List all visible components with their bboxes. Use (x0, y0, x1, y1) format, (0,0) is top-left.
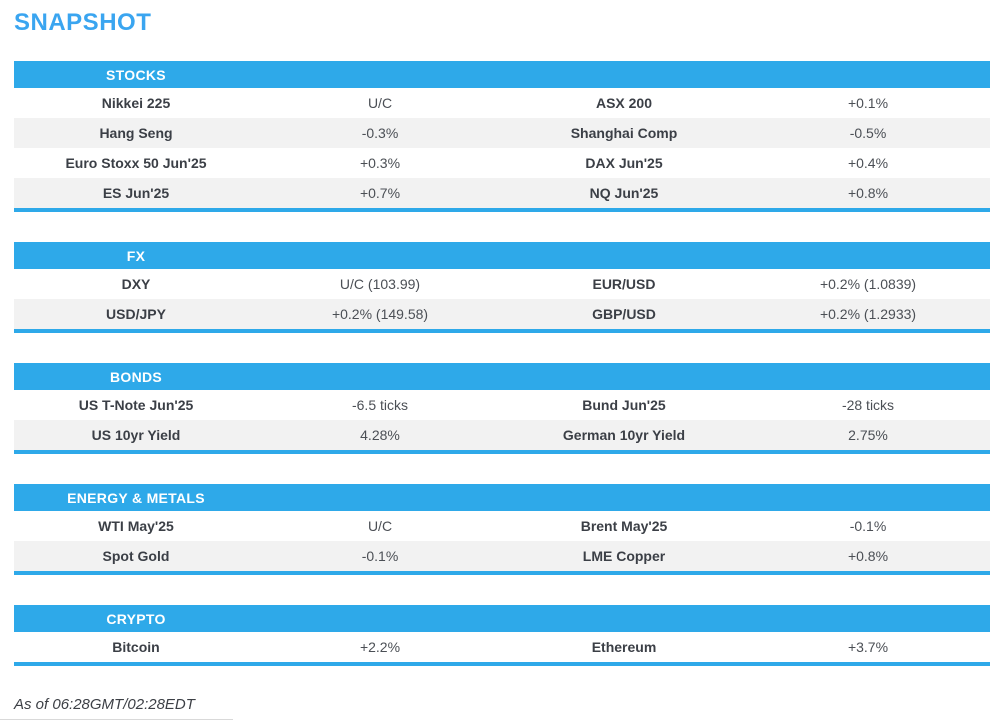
table-row (14, 88, 990, 118)
instrument-value: -0.1% (361, 548, 399, 564)
instrument-value: -0.3% (361, 125, 399, 141)
instrument-value: +0.1% (847, 95, 889, 111)
section-bottom-bar (14, 662, 990, 666)
instrument-name: LME Copper (582, 548, 666, 564)
instrument-name: US T-Note Jun'25 (78, 397, 194, 413)
instrument-name: EUR/USD (592, 276, 656, 292)
instrument-name: US 10yr Yield (91, 427, 181, 443)
instrument-value: +0.8% (847, 185, 889, 201)
instrument-name: Nikkei 225 (101, 95, 171, 111)
instrument-name: Bund Jun'25 (582, 397, 666, 413)
instrument-name: Hang Seng (99, 125, 173, 141)
instrument-value: -0.5% (849, 125, 887, 141)
instrument-value: U/C (367, 95, 393, 111)
table-row (14, 299, 990, 329)
section-crypto (14, 605, 990, 666)
instrument-name: ES Jun'25 (102, 185, 170, 201)
table-row (14, 118, 990, 148)
instrument-name: Brent May'25 (580, 518, 668, 534)
instrument-value: +3.7% (847, 639, 889, 655)
table-row (14, 269, 990, 299)
section-label: BONDS (109, 368, 163, 385)
table-row (14, 420, 990, 450)
instrument-value: +0.4% (847, 155, 889, 171)
instrument-value: U/C (367, 518, 393, 534)
section-stocks (14, 61, 990, 212)
table-row (14, 541, 990, 571)
instrument-value: 2.75% (848, 427, 888, 443)
page-title: SNAPSHOT (14, 9, 152, 36)
instrument-name: NQ Jun'25 (589, 185, 659, 201)
instrument-name: USD/JPY (106, 306, 166, 322)
instrument-value: -0.1% (849, 518, 887, 534)
section-fx (14, 242, 990, 333)
section-label: CRYPTO (106, 610, 166, 627)
table-row (14, 178, 990, 208)
instrument-value: +0.3% (359, 155, 401, 171)
instrument-value: -6.5 ticks (351, 397, 408, 413)
instrument-value: +0.2% (149.58) (331, 306, 429, 322)
instrument-name: Shanghai Comp (570, 125, 678, 141)
instrument-value: +0.8% (847, 548, 889, 564)
section-bonds (14, 363, 990, 454)
section-bottom-bar (14, 571, 990, 575)
section-bottom-bar (14, 208, 990, 212)
instrument-name: WTI May'25 (98, 518, 174, 534)
instrument-name: Ethereum (591, 639, 657, 655)
table-row (14, 390, 990, 420)
instrument-name: Spot Gold (102, 548, 170, 564)
table-row (14, 632, 990, 662)
instrument-value: -28 ticks (841, 397, 895, 413)
timestamp-note: As of 06:28GMT/02:28EDT (14, 696, 195, 713)
instrument-name: German 10yr Yield (562, 427, 686, 443)
instrument-value: +0.2% (1.2933) (819, 306, 917, 322)
instrument-value: 4.28% (360, 427, 400, 443)
instrument-value: +0.2% (1.0839) (819, 276, 917, 292)
instrument-name: GBP/USD (592, 306, 656, 322)
section-label: STOCKS (106, 66, 166, 83)
instrument-name: DAX Jun'25 (585, 155, 663, 171)
section-label: FX (126, 247, 146, 264)
instrument-value: U/C (103.99) (339, 276, 421, 292)
snapshot-table (14, 61, 990, 666)
table-row (14, 511, 990, 541)
instrument-value: +0.7% (359, 185, 401, 201)
section-header-bar (14, 61, 990, 88)
table-row (14, 148, 990, 178)
section-header-bar (14, 484, 990, 511)
instrument-name: DXY (121, 276, 151, 292)
section-header-bar (14, 242, 990, 269)
section-energy-metals (14, 484, 990, 575)
section-bottom-bar (14, 329, 990, 333)
section-label: ENERGY & METALS (67, 489, 205, 506)
section-header-bar (14, 605, 990, 632)
instrument-name: Bitcoin (112, 639, 160, 655)
section-bottom-bar (14, 450, 990, 454)
instrument-value: +2.2% (359, 639, 401, 655)
instrument-name: Euro Stoxx 50 Jun'25 (65, 155, 207, 171)
bottom-divider (0, 719, 233, 720)
section-header-bar (14, 363, 990, 390)
instrument-name: ASX 200 (595, 95, 653, 111)
